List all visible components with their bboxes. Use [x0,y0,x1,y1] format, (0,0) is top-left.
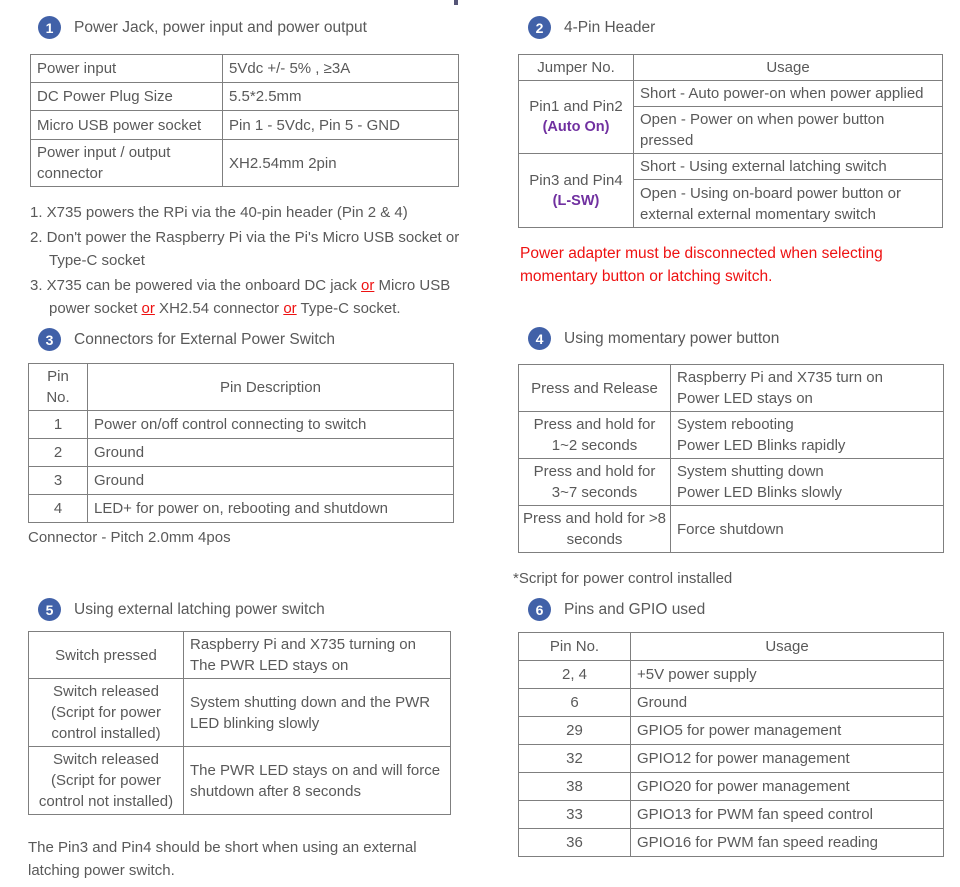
pin-number: 38 [519,773,631,801]
pin-number: 6 [519,689,631,717]
note-2: 2. Don't power the Raspberry Pi via the Pi's Micro USB socket or Type-C socket [30,228,460,269]
spec-label: Power input [31,55,223,83]
action-line: seconds [566,531,623,548]
button-action [519,506,671,553]
action-line: Press and hold for [533,463,656,480]
power-notes-list [30,201,466,322]
section-5-number-badge: 5 [38,598,61,621]
note-1: 1. X735 powers the RPi via the 40-pin header (Pin 2 & 4) [30,204,408,221]
result-line: The PWR LED stays on [190,657,349,674]
jumper-pins-label: Pin3 and Pin4 [529,171,623,189]
pin-usage: Ground [631,689,944,717]
jumper-usage-short: Short - Using external latching switch [634,154,943,180]
note-3-text: Micro USB power socket [49,276,451,317]
action-line: Press and hold for >8 [522,510,666,527]
jumper-pins-label: Pin1 and Pin2 [529,98,623,115]
or-highlight: or [361,276,375,294]
table-row [519,365,944,412]
col-header-usage: Usage [631,633,944,661]
table-row [519,829,944,857]
section-1-title: Power Jack, power input and power output [74,18,367,36]
result-line: The PWR LED stays on and will force [190,761,441,779]
pin-number: 4 [29,495,88,523]
momentary-button-table [518,364,944,553]
action-line: (Script for power [50,704,162,721]
table-row [519,773,944,801]
section-6-title: Pins and GPIO used [564,600,706,618]
table-header-row [519,633,944,661]
spec-value: 5.5*2.5mm [223,83,459,111]
table-row [519,81,943,107]
button-result [671,412,944,459]
script-installed-note: *Script for power control installed [513,570,733,587]
pin-description: Ground [88,439,454,467]
pin-usage: GPIO16 for PWM fan speed reading [631,829,944,857]
pin-number: 2 [29,439,88,467]
button-result [671,459,944,506]
section-2-number-badge: 2 [528,16,551,39]
action-line: (Script for power [50,772,162,789]
switch-result [184,747,451,815]
note-3 [30,274,466,321]
button-action [519,459,671,506]
spec-value: XH2.54mm 2pin [223,140,459,187]
pin-usage: +5V power supply [631,661,944,689]
action-line: control not installed) [38,793,174,810]
action-line: Switch released [53,751,159,768]
power-adapter-warning: Power adapter must be disconnected when selecting momentary button or latching switch. [520,245,883,285]
jumper-tag-l-sw: (L-SW) [552,192,600,209]
stray-pixel-artifact [454,0,458,5]
section-4-title: Using momentary power button [564,329,780,347]
jumper-pins-cell [519,154,634,228]
table-row [29,632,451,679]
latching-switch-table [28,631,451,815]
table-row [519,745,944,773]
pin-description: LED+ for power on, rebooting and shutdown [88,495,454,523]
col-header-pin-no: Pin No. [29,364,88,411]
jumper-tag-auto-on: (Auto On) [542,119,610,135]
switch-result [184,632,451,679]
pin-number: 29 [519,717,631,745]
pin-number: 33 [519,801,631,829]
pin-number: 32 [519,745,631,773]
section-5-header [38,598,325,621]
result-line: Power LED Blinks rapidly [677,437,846,454]
spec-value: Pin 1 - 5Vdc, Pin 5 - GND [223,111,459,140]
pin-description: Power on/off control connecting to switch [88,411,454,439]
table-row [29,439,454,467]
result-line: LED blinking slowly [190,714,320,732]
pin-number: 3 [29,467,88,495]
section-1-number-badge: 1 [38,16,61,39]
button-action [519,365,671,412]
button-result [671,506,944,553]
or-highlight: or [141,300,155,317]
table-row [519,661,944,689]
result-line: shutdown after 8 seconds [190,782,361,800]
action-line: 3~7 seconds [551,484,638,501]
spec-label: Power input / output connector [31,140,223,187]
section-2-header [528,16,655,39]
table-row [519,412,944,459]
note-3-text: Type-C socket. [296,300,401,317]
switch-result [184,679,451,747]
table-row [519,506,944,553]
table-row [31,83,459,111]
action-line: control installed) [51,725,161,742]
jumper-usage-open: Open - Using on-board power button or external external momentary switch [634,180,943,228]
result-line: System rebooting [677,416,794,433]
col-header-jumper-no: Jumper No. [519,55,634,81]
table-row [519,154,943,180]
table-row [519,717,944,745]
col-header-pin-no: Pin No. [519,633,631,661]
switch-action [29,747,184,815]
table-header-row [29,364,454,411]
button-result [671,365,944,412]
action-line: 1~2 seconds [551,437,638,454]
table-header-row [519,55,943,81]
pin-usage: GPIO5 for power management [631,717,944,745]
section-3-header [38,328,335,351]
spec-value: 5Vdc +/- 5% , ≥3A [223,55,459,83]
pin-usage: GPIO13 for PWM fan speed control [631,801,944,829]
connector-pitch-note: Connector - Pitch 2.0mm 4pos [28,529,231,546]
result-line: Power LED stays on [677,390,813,407]
table-row [519,689,944,717]
section-1-header [38,16,367,39]
table-row [519,459,944,506]
action-line: Switch released [53,683,159,700]
table-row [519,801,944,829]
pin-usage: GPIO12 for power management [631,745,944,773]
action-line: Switch pressed [55,646,157,664]
jumper-usage-open: Open - Power on when power button pressed [634,107,943,154]
result-line: Raspberry Pi and X735 turn on [677,369,883,386]
result-line: Force shutdown [677,520,784,538]
result-line: Power LED Blinks slowly [677,484,843,501]
four-pin-header-table [518,54,943,228]
section-3-title: Connectors for External Power Switch [74,330,336,348]
section-4-header [528,327,779,350]
table-row [29,467,454,495]
spec-label: DC Power Plug Size [31,83,223,111]
action-line: Press and Release [531,379,658,397]
section-2-title: 4-Pin Header [564,18,656,36]
or-highlight: or [283,300,297,317]
gpio-pins-table [518,632,944,857]
switch-action [29,632,184,679]
pin-number: 2, 4 [519,661,631,689]
power-jack-table [30,54,459,187]
result-line: Raspberry Pi and X735 turning on [190,636,416,653]
table-row [29,747,451,815]
spec-label: Micro USB power socket [31,111,223,140]
table-row [31,55,459,83]
result-line: System shutting down and the PWR [190,693,431,711]
table-row [31,140,459,187]
table-row [31,111,459,140]
pin-description: Ground [88,467,454,495]
button-action [519,412,671,459]
external-switch-connector-table [28,363,454,523]
section-4-number-badge: 4 [528,327,551,350]
table-row [29,411,454,439]
jumper-pins-cell [519,81,634,154]
section-3-number-badge: 3 [38,328,61,351]
note-3-text: XH2.54 connector [154,300,284,317]
pin-usage: GPIO20 for power management [631,773,944,801]
table-row [29,495,454,523]
pin-number: 36 [519,829,631,857]
col-header-usage: Usage [634,55,943,81]
pin3-pin4-note: The Pin3 and Pin4 should be short when using an external latching power switch. [28,839,417,879]
section-5-title: Using external latching power switch [74,600,325,618]
result-line: System shutting down [677,463,824,480]
switch-action [29,679,184,747]
col-header-pin-description: Pin Description [88,364,454,411]
jumper-usage-short: Short - Auto power-on when power applied [634,81,943,107]
section-6-header [528,598,705,621]
action-line: Press and hold for [533,416,656,433]
table-row [29,679,451,747]
note-3-text: 3. X735 can be powered via the onboard DC jack [30,276,362,294]
section-6-number-badge: 6 [528,598,551,621]
pin-number: 1 [29,411,88,439]
